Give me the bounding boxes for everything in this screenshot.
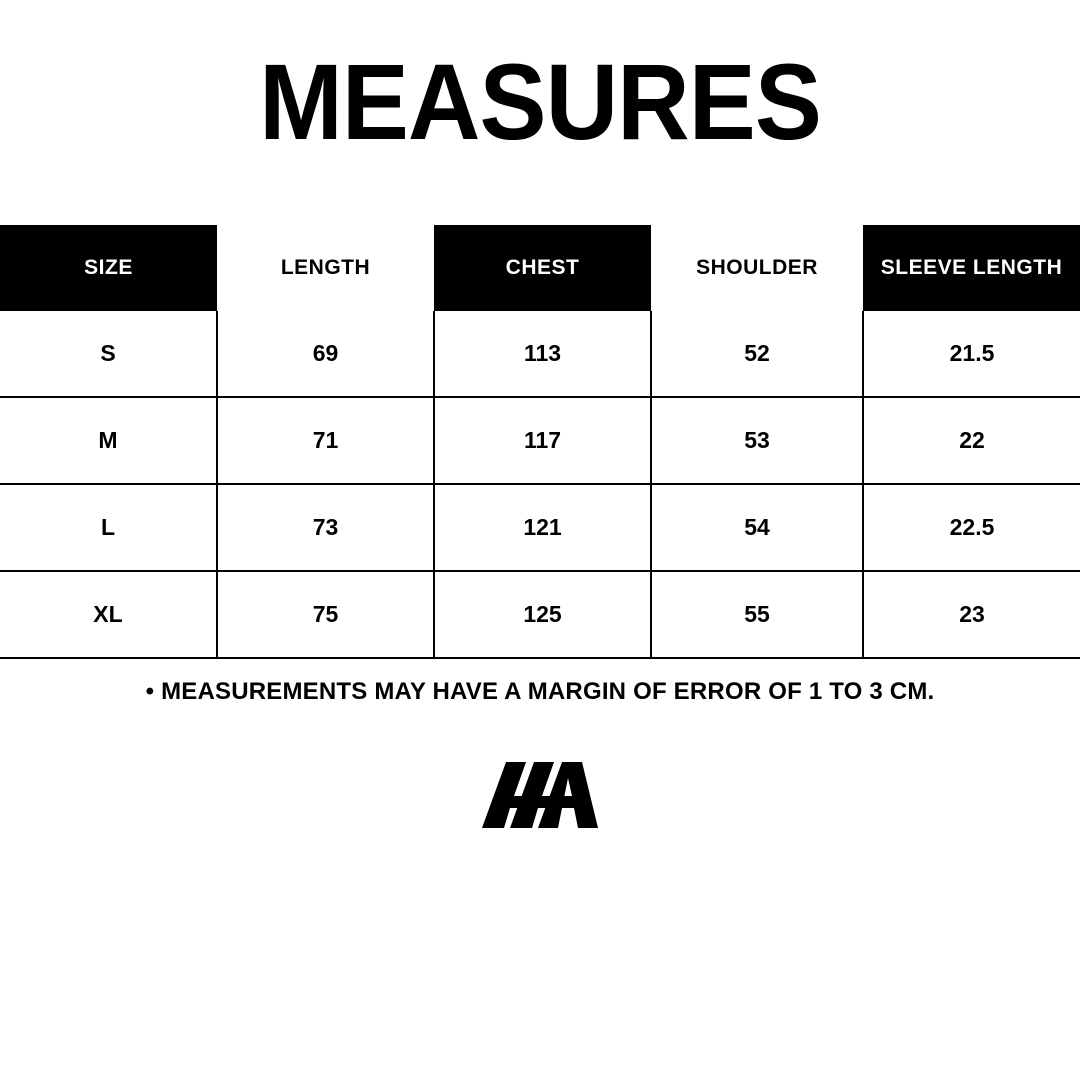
cell-size: XL (0, 571, 217, 658)
cell-chest: 121 (434, 484, 651, 571)
table-row (0, 311, 1080, 397)
cell-length: 69 (217, 311, 434, 397)
cell-shoulder: 53 (651, 397, 863, 484)
brand-logo (0, 760, 1080, 835)
cell-length: 71 (217, 397, 434, 484)
disclaimer-note: • MEASUREMENTS MAY HAVE A MARGIN OF ERROR OF 1 TO 3 CM. (145, 678, 935, 705)
column-header-shoulder: SHOULDER (651, 225, 863, 311)
table-row (0, 484, 1080, 571)
cell-length: 73 (217, 484, 434, 571)
column-header-sleeve: SLEEVE LENGTH (863, 225, 1080, 311)
cell-sleeve: 22 (863, 397, 1080, 484)
table-header-row (0, 225, 1080, 311)
column-header-size: SIZE (0, 225, 217, 311)
cell-size: L (0, 484, 217, 571)
cell-shoulder: 52 (651, 311, 863, 397)
cell-sleeve: 21.5 (863, 311, 1080, 397)
table-row (0, 397, 1080, 484)
table-row (0, 571, 1080, 658)
cell-size: M (0, 397, 217, 484)
aa-monogram-icon (480, 760, 600, 830)
measures-table (0, 225, 1080, 659)
page-title: MEASURES (259, 41, 821, 162)
cell-shoulder: 54 (651, 484, 863, 571)
cell-size: S (0, 311, 217, 397)
column-header-chest: CHEST (434, 225, 651, 311)
column-header-length: LENGTH (217, 225, 434, 311)
cell-length: 75 (217, 571, 434, 658)
cell-chest: 117 (434, 397, 651, 484)
cell-sleeve: 23 (863, 571, 1080, 658)
table-header (0, 225, 1080, 311)
cell-shoulder: 55 (651, 571, 863, 658)
cell-chest: 125 (434, 571, 651, 658)
measures-table-container (0, 225, 1080, 659)
cell-chest: 113 (434, 311, 651, 397)
table-body (0, 311, 1080, 658)
cell-sleeve: 22.5 (863, 484, 1080, 571)
